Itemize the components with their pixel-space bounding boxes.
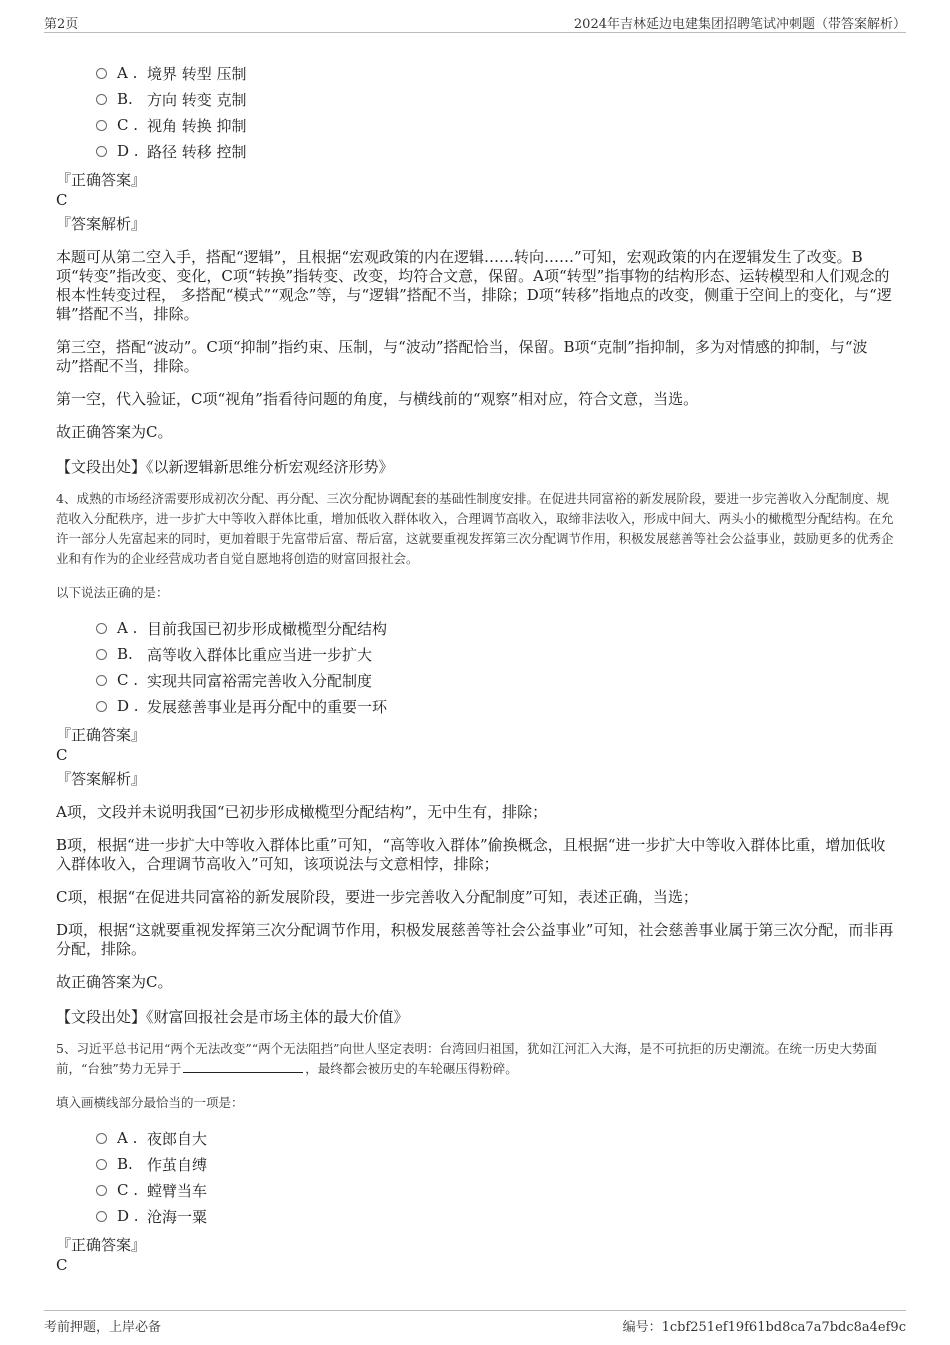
option-text: 夜郎自大 — [147, 1129, 208, 1148]
q4-option-a[interactable] — [96, 615, 898, 641]
radio-icon[interactable] — [96, 120, 107, 131]
option-letter: D . — [117, 697, 139, 715]
radio-icon[interactable] — [96, 1133, 107, 1144]
radio-icon[interactable] — [96, 1185, 107, 1196]
radio-icon[interactable] — [96, 1211, 107, 1222]
radio-icon[interactable] — [96, 1159, 107, 1170]
option-letter: D . — [117, 1207, 139, 1225]
option-text: 方向 转变 克制 — [147, 90, 247, 109]
option-letter: A . — [117, 619, 138, 637]
page-header — [44, 10, 906, 33]
radio-icon[interactable] — [96, 68, 107, 79]
fill-blank — [183, 1060, 303, 1073]
q5-option-a[interactable] — [96, 1125, 898, 1151]
radio-icon[interactable] — [96, 649, 107, 660]
question-text-after: ，最终都会被历史的车轮碾压得粉碎。 — [305, 1061, 518, 1076]
question-text — [56, 1039, 898, 1079]
option-letter: A . — [117, 64, 138, 82]
footer-slogan: 考前押题，上岸必备 — [44, 1320, 162, 1335]
analysis-label: 『答案解析』 — [56, 770, 147, 788]
q3-option-d[interactable] — [96, 138, 898, 164]
question-prompt: 填入画横线部分最恰当的一项是： — [56, 1095, 244, 1110]
analysis-paragraph: 第一空，代入验证，C项“视角”指看待问题的角度，与横线前的“观察”相对应，符合文意，当选。 — [56, 390, 699, 408]
radio-icon[interactable] — [96, 623, 107, 634]
document-code: 编号：1cbf251ef19f61bd8ca7a7bdc8a4ef9c — [622, 1320, 906, 1335]
radio-icon[interactable] — [96, 146, 107, 157]
answer-label: 『正确答案』 — [56, 1236, 147, 1254]
q3-option-b[interactable] — [96, 86, 898, 112]
option-text: 作茧自缚 — [147, 1155, 208, 1174]
analysis-paragraph: C项，根据“在促进共同富裕的新发展阶段，要进一步完善收入分配制度”可知，表述正确，当选； — [56, 888, 698, 906]
analysis-paragraph: D项，根据“这就要重视发挥第三次分配调节作用，积极发展慈善等社会公益事业”可知，社会慈善事业属于第三次分配，而非再分配，排除。 — [56, 921, 894, 958]
option-text: 发展慈善事业是再分配中的重要一环 — [147, 697, 388, 716]
q3-options — [56, 60, 898, 164]
q5-option-c[interactable] — [96, 1177, 898, 1203]
q5-options — [56, 1125, 898, 1229]
radio-icon[interactable] — [96, 675, 107, 686]
radio-icon[interactable] — [96, 701, 107, 712]
option-text: 境界 转型 压制 — [147, 64, 247, 83]
option-text: 目前我国已初步形成橄榄型分配结构 — [147, 619, 388, 638]
source-citation: 【文段出处】《以新逻辑新思维分析宏观经济形势》 — [56, 458, 394, 476]
page-number: 第2页 — [44, 17, 79, 32]
option-text: 高等收入群体比重应当进一步扩大 — [147, 645, 373, 664]
analysis-paragraph: 故正确答案为C。 — [56, 423, 173, 441]
option-text: 沧海一粟 — [147, 1207, 208, 1226]
option-letter: C . — [117, 116, 139, 134]
option-letter: B. — [117, 645, 133, 663]
option-text: 实现共同富裕需完善收入分配制度 — [147, 671, 373, 690]
document-title: 2024年吉林延边电建集团招聘笔试冲刺题（带答案解析） — [573, 17, 906, 32]
answer-value: C — [56, 191, 68, 209]
option-letter: B. — [117, 1155, 133, 1173]
answer-value: C — [56, 1256, 68, 1274]
analysis-paragraph: 第三空，搭配“波动”。C项“抑制”指约束、压制，与“波动”搭配恰当，保留。B项“克制”指抑制，多为对情感的抑制，与“波动”搭配不当，排除。 — [56, 338, 868, 375]
analysis-paragraph: B项，根据“进一步扩大中等收入群体比重”可知，“高等收入群体”偷换概念，且根据“进一步扩大中等收入群体比重，增加低收入群体收入，合理调节高收入”可知，该项说法与文意相悖，排除； — [56, 836, 886, 873]
radio-icon[interactable] — [96, 94, 107, 105]
option-text: 路径 转移 控制 — [147, 142, 247, 161]
option-letter: D . — [117, 142, 139, 160]
option-letter: C . — [117, 1181, 139, 1199]
analysis-label: 『答案解析』 — [56, 215, 147, 233]
page-footer — [44, 1310, 906, 1337]
q3-option-a[interactable] — [96, 60, 898, 86]
answer-label: 『正确答案』 — [56, 171, 147, 189]
q5-option-b[interactable] — [96, 1151, 898, 1177]
analysis-paragraph: 故正确答案为C。 — [56, 973, 173, 991]
option-letter: A . — [117, 1129, 138, 1147]
answer-value: C — [56, 746, 68, 764]
option-text: 螳臂当车 — [147, 1181, 208, 1200]
option-letter: C . — [117, 671, 139, 689]
analysis-paragraph: A项，文段并未说明我国“已初步形成橄榄型分配结构”，无中生有，排除； — [56, 803, 548, 821]
question-text-before: 5、习近平总书记用“两个无法改变”“两个无法阻挡”向世人坚定表明：台湾回归祖国，犹如江河汇入大海，是不可抗拒的历史潮流。在统一历史大势面前，“台独”势力无异于 — [56, 1041, 878, 1076]
answer-label: 『正确答案』 — [56, 726, 147, 744]
question-text: 4、成熟的市场经济需要形成初次分配、再分配、三次分配协调配套的基础性制度安排。在促进共同富裕的新发展阶段，要进一步完善收入分配制度、规范收入分配秩序，进一步扩大中等收入群体比重，增加低收入群体收入，合理调节高收入，取缔非法收入，形成中间大、两头小的橄榄型分配结构。在允许一部分人先富起来的同时，更加着眼于先富带后富、帮后富，这就要重视发挥第三次分配调节作用，积极发展慈善等社会公益事业，鼓励更多的优秀企业和有作为的企业经营成功者自觉自愿地将创造的财富回报社会。 — [56, 491, 894, 566]
q4-option-b[interactable] — [96, 641, 898, 667]
q4-option-d[interactable] — [96, 693, 898, 719]
document-body — [56, 60, 898, 1275]
option-letter: B. — [117, 90, 133, 108]
source-citation: 【文段出处】《财富回报社会是市场主体的最大价值》 — [56, 1008, 409, 1026]
q4-options — [56, 615, 898, 719]
option-text: 视角 转换 抑制 — [147, 116, 247, 135]
q5-option-d[interactable] — [96, 1203, 898, 1229]
q4-option-c[interactable] — [96, 667, 898, 693]
analysis-paragraph: 本题可从第二空入手，搭配“逻辑”，且根据“宏观政策的内在逻辑……转向……”可知，宏观政策的内在逻辑发生了改变。B项“转变”指改变、变化，C项“转换”指转变、改变，均符合文意，保留。A项“转型”指事物的结构形态、运转模型和人们观念的根本性转变过程， 多搭配“模式”“观念”等，与“逻辑”搭配不当，排除；D项“转移”指地点的改变，侧重于空间上的变化，与“逻辑”搭配不当，排除。 — [56, 248, 892, 323]
q3-option-c[interactable] — [96, 112, 898, 138]
question-prompt: 以下说法正确的是： — [56, 585, 169, 600]
